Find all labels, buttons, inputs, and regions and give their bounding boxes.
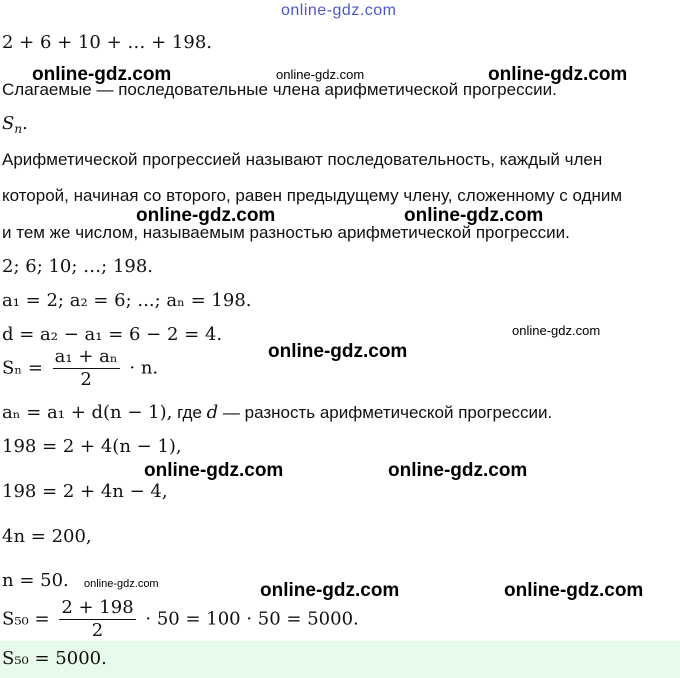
sum-formula-numerator: a₁ + aₙ: [54, 346, 118, 367]
watermark: online-gdz.com: [32, 64, 172, 85]
terms-values-line: a₁ = 2; a₂ = 6; ...; aₙ = 198.: [2, 290, 252, 311]
watermark: online-gdz.com: [84, 578, 159, 590]
watermark: online-gdz.com: [260, 580, 400, 601]
sequence-line: 2; 6; 10; …; 198.: [2, 256, 154, 277]
equation-2: 198 = 2 + 4n − 4,: [2, 481, 168, 502]
definition-line-1: Арифметической прогрессией называют последовательность, каждый член: [2, 150, 603, 169]
definition-line-3: и тем же числом, называемым разностью арифметической прогрессии.: [2, 223, 570, 242]
nth-term-math: aₙ = a₁ + d(n − 1),: [2, 402, 173, 423]
watermark: online-gdz.com: [504, 580, 644, 601]
sum-expression: 2 + 6 + 10 + … + 198.: [2, 32, 212, 53]
watermark: online-gdz.com: [268, 341, 408, 362]
nth-term-where: где: [172, 403, 207, 422]
sum-formula-fraction: [53, 346, 120, 391]
sum-formula-line: [2, 346, 158, 391]
watermark: online-gdz.com: [404, 205, 544, 226]
sn-dot: .: [22, 113, 28, 134]
definition-line-2: которой, начиная со второго, равен предыдущему члену, сложенному с одним: [2, 186, 623, 205]
s50-denominator: 2: [91, 620, 104, 641]
sum-formula-rhs: · n.: [129, 357, 159, 379]
difference-line: d = a₂ − a₁ = 6 − 2 = 4.: [2, 324, 223, 345]
s50-numerator: 2 + 198: [61, 597, 134, 618]
nth-term-d: d: [206, 402, 219, 423]
watermark: online-gdz.com: [388, 460, 528, 481]
s50-fraction: [59, 597, 135, 642]
sn-symbol: S: [2, 113, 15, 134]
watermark: online-gdz.com: [512, 323, 601, 338]
equation-4: n = 50.: [2, 570, 69, 591]
sum-formula-denominator: 2: [80, 369, 92, 390]
watermark: online-gdz.com: [488, 64, 628, 85]
s50-rhs: · 50 = 100 · 50 = 5000.: [145, 608, 359, 630]
watermark: online-gdz.com: [144, 460, 284, 481]
equation-1: 198 = 2 + 4(n − 1),: [2, 436, 182, 457]
equation-3: 4n = 200,: [2, 526, 92, 547]
answer-line: S₅₀ = 5000.: [2, 648, 107, 669]
nth-term-tail: — разность арифметической прогрессии.: [218, 403, 553, 422]
sn-symbol-line: [2, 113, 28, 136]
header-watermark: online-gdz.com: [281, 2, 397, 19]
nth-term-line: [2, 402, 552, 423]
watermark: online-gdz.com: [136, 205, 276, 226]
terms-note: Слагаемые — последовательные члена арифметической прогрессии.: [2, 80, 557, 99]
watermark: online-gdz.com: [276, 67, 365, 82]
sn-subscript: n: [14, 122, 23, 136]
s50-lhs: S₅₀ =: [2, 608, 50, 630]
s50-formula-line: [2, 597, 359, 642]
sum-formula-lhs: Sₙ =: [2, 357, 43, 379]
